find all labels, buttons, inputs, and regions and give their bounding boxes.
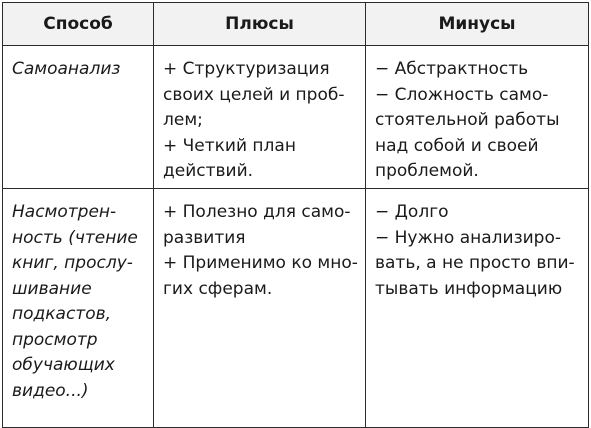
cons-line: тывать информацию xyxy=(375,278,563,299)
pros-cell xyxy=(154,46,366,189)
pros-line: + Применимо ко мно- xyxy=(163,253,358,273)
cons-line: − Сложность само- xyxy=(375,84,549,105)
method-cell xyxy=(3,189,154,428)
cons-line: стоятельной работы xyxy=(375,110,560,130)
header-row xyxy=(3,3,589,46)
pros-line: действий. xyxy=(163,161,254,181)
method-line: подкастов, xyxy=(12,304,112,324)
pros-line: + Четкий план xyxy=(163,135,296,156)
method-line: ность (чтение xyxy=(12,227,138,248)
header-method: Способ xyxy=(3,3,154,46)
method-line: обучающих xyxy=(12,355,115,375)
method-line: шивание xyxy=(12,278,92,299)
cons-line: − Абстрактность xyxy=(375,59,529,79)
method-line: видео...) xyxy=(12,380,89,401)
table-row xyxy=(3,46,589,189)
pros-line: развития xyxy=(163,227,246,248)
cons-line: − Нужно анализиро- xyxy=(375,227,562,248)
method-line: Самоанализ xyxy=(12,59,121,79)
pros-cell xyxy=(154,189,366,428)
pros-line: + Полезно для само- xyxy=(163,202,351,222)
cons-line: вать, а не просто впи- xyxy=(375,253,575,273)
method-line: просмотр xyxy=(12,329,98,350)
method-cell xyxy=(3,46,154,189)
cons-line: − Долго xyxy=(375,202,449,222)
table-row xyxy=(3,189,589,428)
method-line: книг, прослу- xyxy=(12,253,133,273)
header-pros: Плюсы xyxy=(154,3,366,46)
cons-cell xyxy=(366,189,589,428)
cons-line: над собой и своей xyxy=(375,135,539,156)
pros-line: своих целей и проб- xyxy=(163,84,345,105)
pros-line: + Структуризация xyxy=(163,59,330,79)
pros-line: лем; xyxy=(163,110,203,130)
pros-line: гих сферам. xyxy=(163,278,273,299)
cons-line: проблемой. xyxy=(375,161,479,181)
comparison-table xyxy=(2,2,589,428)
cons-cell xyxy=(366,46,589,189)
method-line: Насмотрен- xyxy=(12,202,117,222)
header-cons: Минусы xyxy=(366,3,589,46)
